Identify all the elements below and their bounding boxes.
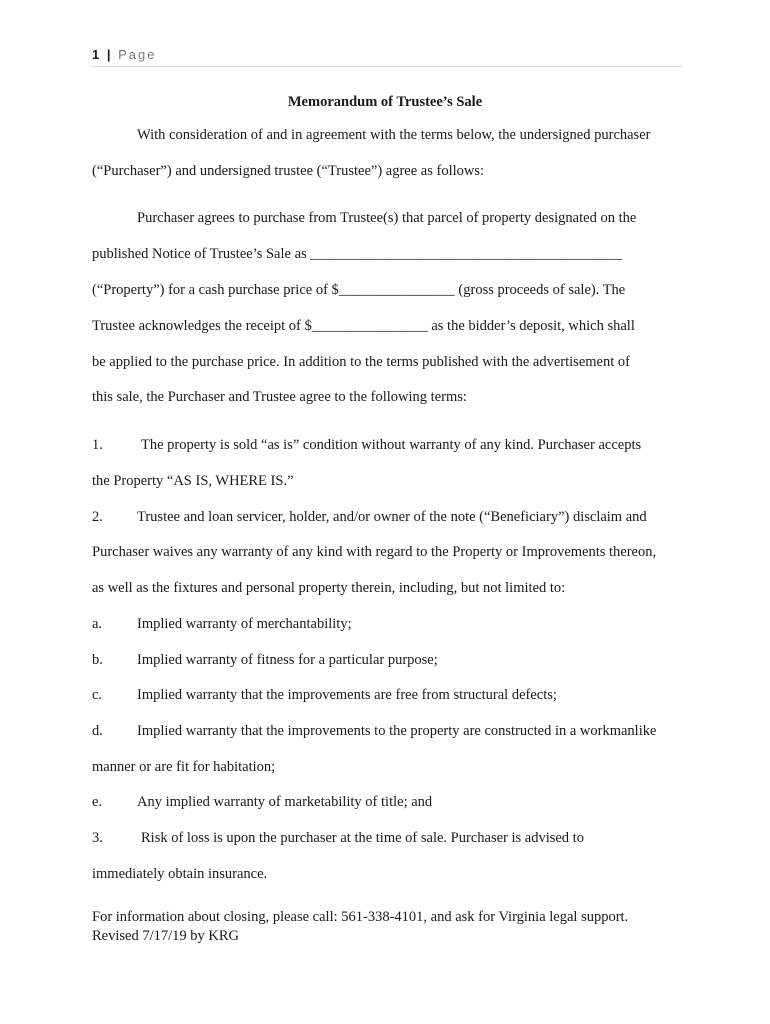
item-e-label: e. [92,794,103,810]
paragraph-line-4: Trustee acknowledges the receipt of $________________ as the bidder’s deposit, which shall [92,318,635,334]
item-b-label: b. [92,652,103,668]
item-c-text: Implied warranty that the improvements are free from structural defects; [137,687,557,703]
paragraph-line-5: be applied to the purchase price. In addition to the terms published with the advertisement of [92,354,630,370]
item-d-label: d. [92,723,103,739]
item-e-text: Any implied warranty of marketability of title; and [137,794,433,810]
paragraph-line-2: published Notice of Trustee’s Sale as ___________________________________________ [92,246,623,262]
header-separator: | [106,47,112,62]
item-1-number: 1. [92,437,103,453]
item-a-label: a. [92,616,103,632]
item-b-text: Implied warranty of fitness for a particular purpose; [137,652,438,668]
page-label: Page [118,47,157,62]
footer-line-1: For information about closing, please call: 561-338-4101, and ask for Virginia legal support. [92,909,629,925]
paragraph-line-1: Purchaser agrees to purchase from Trustee(s) that parcel of property designated on the [137,210,637,226]
page-number: 1 [92,47,101,62]
item-a-text: Implied warranty of merchantability; [137,616,352,632]
document-title: Memorandum of Trustee’s Sale [287,94,483,110]
item-2-line-3: as well as the fixtures and personal property therein, including, but not limited to: [92,580,566,596]
paragraph-line-6: this sale, the Purchaser and Trustee agree to the following terms: [92,389,467,405]
item-1-line-2: the Property “AS IS, WHERE IS.” [92,473,294,489]
page-header [92,47,157,62]
intro-line-1: With consideration of and in agreement with the terms below, the undersigned purchaser [137,127,651,143]
item-3-number: 3. [92,830,103,846]
item-d-line-1: Implied warranty that the improvements to the property are constructed in a workmanlike [137,723,657,739]
intro-line-2: (“Purchaser”) and undersigned trustee (“Trustee”) agree as follows: [92,163,485,179]
item-2-number: 2. [92,509,103,525]
item-2-line-1: Trustee and loan servicer, holder, and/or owner of the note (“Beneficiary”) disclaim and [137,509,647,525]
footer-line-2: Revised 7/17/19 by KRG [92,928,240,944]
header-rule [92,66,682,67]
item-1-line-1: The property is sold “as is” condition without warranty of any kind. Purchaser accepts [141,437,642,453]
item-3-line-2: immediately obtain insurance. [92,866,268,882]
paragraph-line-3: (“Property”) for a cash purchase price of $________________ (gross proceeds of sale). The [92,282,626,298]
item-d-line-2: manner or are fit for habitation; [92,759,276,775]
item-2-line-2: Purchaser waives any warranty of any kind with regard to the Property or Improvements thereon, [92,544,657,560]
item-c-label: c. [92,687,103,703]
item-3-line-1: Risk of loss is upon the purchaser at the time of sale. Purchaser is advised to [141,830,584,846]
